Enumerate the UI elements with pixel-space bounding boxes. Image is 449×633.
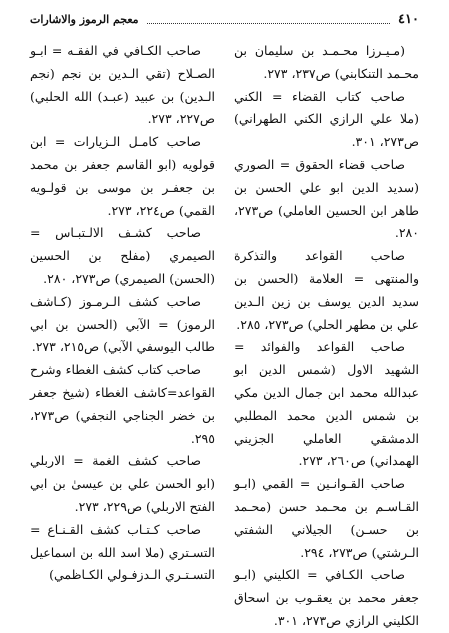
page-number: ٤١٠ <box>398 11 419 27</box>
entry: صاحب كامـل الـزيارات = ابن قولويه (ابو القاسم جعفر بن محمد بن جعفـر بن موسى بن قولـويه القمي) ص٢٢٤، ٢٧٣. <box>30 134 215 218</box>
entry: صاحب كشـف الالـتبـاس = الصيمري (مفلح بن الحسين (الحسن) الصيمري) ص٢٧٣، ٢٨٠. <box>30 225 215 286</box>
right-column <box>234 40 419 633</box>
entry: (مـيـرزا محـمـد بن سليمان بن محـمد التنكابني) ص٢٣٧، ٢٧٣. <box>234 43 419 81</box>
header-dotted-rule <box>147 23 390 24</box>
entry: صاحب كشف الغمة = الاربلي (ابو الحسن علي بن عيسىٰ بن ابي الفتح الاربلي) ص٢٢٩، ٢٧٣. <box>30 453 215 514</box>
entry: صاحب القـوانـين = القمي (ابـو القـاسـم بن محـمد حسن (محـمد بن حسـن) الجيلاني الشفتي الـرشتي) ص٢٧٣، ٢٩٤. <box>234 476 419 560</box>
entry: صاحب الكـافي = الكليني (ابـو جعفر محمد بن يعقـوب بن اسحاق الكليني الرازي ص٢٧٣، ٣٠١. <box>234 567 419 628</box>
entry: صاحب الكـافي في الفقـه = ابـو الصـلاح (تقي الـدين بن نجم (نجم الـدين) بن عبيد (عبـد) الله الحلبي) ص٢٢٧، ٢٧٣. <box>30 43 215 127</box>
page-header <box>30 10 419 28</box>
left-column <box>30 40 215 587</box>
page-body <box>30 40 419 628</box>
entry: صاحب قضاء الحقوق = الصوري (سديد الدين ابو علي الحسن بن طاهر ابن الحسين العاملي) ص٢٧٣، ٢٨٠. <box>234 156 419 241</box>
entry: صاحب القواعد والتذكرة والمنتهى = العلامة (الحسن بن سديد الدين يوسف بن زين الـدين علي بن مطهر الحلي) ص٢٧٣، ٢٨٥. <box>234 248 419 332</box>
entry: صاحب كتاب كشف الغطاء وشرح القواعد=كاشف الغطاء (شيخ جعفر بن خضر الجناجي النجفي) ص٢٧٣، ٢٩٥. <box>30 362 215 446</box>
entry: صاحب القواعد والفوائد = الشهيد الاول (شمس الدين ابو عبدالله محمد ابن جمال الدين مكي بن شمس الدين محمد المطلبي الدمشقي العاملي الجزيني الهمداني) ص٢٦٠، ٢٧٣. <box>234 339 419 469</box>
running-title: معجم الرموز والاشارات <box>30 12 139 26</box>
entry: صاحب كشف الـرمـوز (كـاشف الرموز) = الآبي (الحسن بن ابي طالب اليوسفي الآبي) ص٢١٥، ٢٧٣. <box>30 293 215 355</box>
entry: صاحب كتاب القضاء = الكني (ملا علي الرازي الكني الطهراني) ص٢٧٣، ٣٠١. <box>234 88 419 150</box>
entry: صاحب كـتـاب كشف القـنـاع = التسـتري (ملا اسد الله بن اسماعيل التسـتـري الـدزفـولي الكـاظمي) <box>30 521 215 583</box>
